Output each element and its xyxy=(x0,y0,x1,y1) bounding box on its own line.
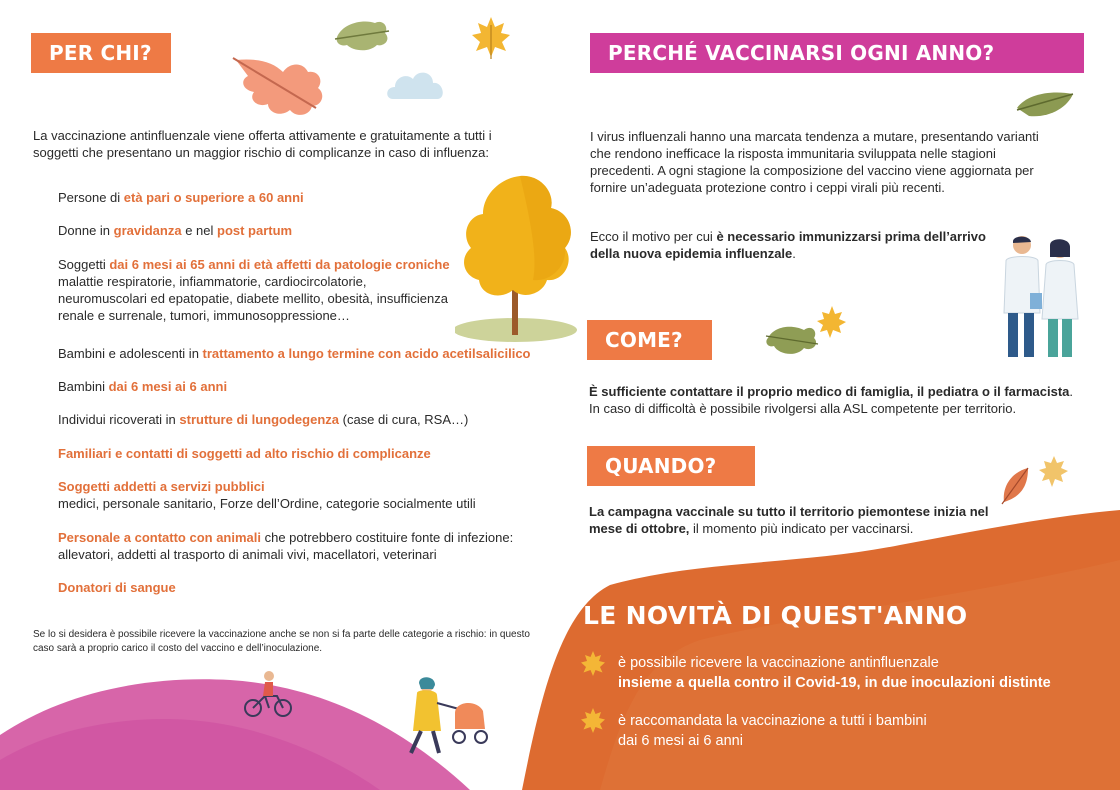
cyclist-illustration xyxy=(243,668,295,720)
stroller-illustration xyxy=(397,673,497,763)
perche-header: PERCHÉ VACCINARSI OGNI ANNO? xyxy=(590,33,1084,73)
when-text: La campagna vaccinale su tutto il territorio piemontese inizia nel mese di ottobre, il momento più indicato per vaccinarsi. xyxy=(589,504,989,536)
maple-leaf-bullet-icon xyxy=(580,650,606,676)
list-item-detail: medici, personale sanitario, Forze dell’Ordine, categorie socialmente utili xyxy=(58,496,476,511)
intro-text: La vaccinazione antinfluenzale viene offerta attivamente e gratuitamente a tutti i soggetti che presentano un maggior rischio di complicanze in caso di influenza: xyxy=(33,128,492,160)
list-item: Bambini dai 6 mesi ai 6 anni xyxy=(58,379,228,394)
list-item: Bambini e adolescenti in trattamento a lungo termine con acido acetilsalicilico xyxy=(58,346,531,361)
come-header: COME? xyxy=(587,320,712,360)
news-item: è raccomandata la vaccinazione a tutti i bambini dai 6 mesi ai 6 anni xyxy=(618,713,927,749)
list-item: Soggetti dai 6 mesi ai 65 anni di età affetti da patologie croniche xyxy=(58,257,450,272)
leaves-quando-icon xyxy=(998,452,1074,508)
footnote: Se lo si desidera è possibile ricevere la vaccinazione anche se non si fa parte delle categorie a rischio: in questo caso sarà a proprio carico il costo del vaccino e dell’inoculazione. xyxy=(33,629,530,654)
cloud-icon xyxy=(385,65,447,103)
why-conclusion: Ecco il motivo per cui è necessario immunizzarsi prima dell’arrivo della nuova epidemia influenzale. xyxy=(590,229,986,261)
list-item: Individui ricoverati in strutture di lungodegenza (case di cura, RSA…) xyxy=(58,412,469,427)
green-leaf-icon xyxy=(333,15,393,55)
list-item-detail: allevatori, addetti al trasporto di animali vivi, macellatori, veterinari xyxy=(58,547,437,562)
list-item: Personale a contatto con animali che potrebbero costituire fonte di infezione: xyxy=(58,530,514,545)
list-item: Persone di età pari o superiore a 60 anni xyxy=(58,190,304,205)
why-text: I virus influenzali hanno una marcata tendenza a mutare, presentando varianti che rendono inefficace la risposta immunitaria sviluppata nelle stagioni precedenti. A ogni stagione la composizione del vaccino viene aggiornata per fornire un’adeguata protezione contro i ceppi virali più recenti. xyxy=(590,129,1039,195)
list-item: Donne in gravidanza e nel post partum xyxy=(58,223,293,238)
how-text: È sufficiente contattare il proprio medico di famiglia, il pediatra o il farmacista. In caso di difficoltà è possibile rivolgersi alla ASL competente per territorio. xyxy=(589,384,1074,416)
list-item: Donatori di sangue xyxy=(58,580,176,595)
per-chi-header: PER CHI? xyxy=(31,33,171,73)
list-item: Soggetti addetti a servizi pubblici xyxy=(58,479,265,494)
list-item-detail: malattie respiratorie, infiammatorie, cardiocircolatorie, neuromuscolari ed epatopatie, diabete mellito, obesità, insufficienza renale e surrenale, tumori, immunosoppressione… xyxy=(58,274,448,323)
news-item: è possibile ricevere la vaccinazione antinfluenzale insieme a quella contro il Covid-19, in due inoculazioni distinte xyxy=(618,655,1051,691)
oak-leaf-icon xyxy=(228,50,328,120)
doctors-illustration xyxy=(998,233,1082,363)
list-item: Familiari e contatti di soggetti ad alto rischio di complicanze xyxy=(58,446,431,461)
quando-header: QUANDO? xyxy=(587,446,755,486)
leaves-come-icon xyxy=(762,302,852,362)
news-title: LE NOVITÀ DI QUEST'ANNO xyxy=(583,601,968,630)
green-leaf-icon-2 xyxy=(1015,88,1077,120)
maple-leaf-icon xyxy=(470,15,512,59)
maple-leaf-bullet-icon-2 xyxy=(580,707,606,733)
